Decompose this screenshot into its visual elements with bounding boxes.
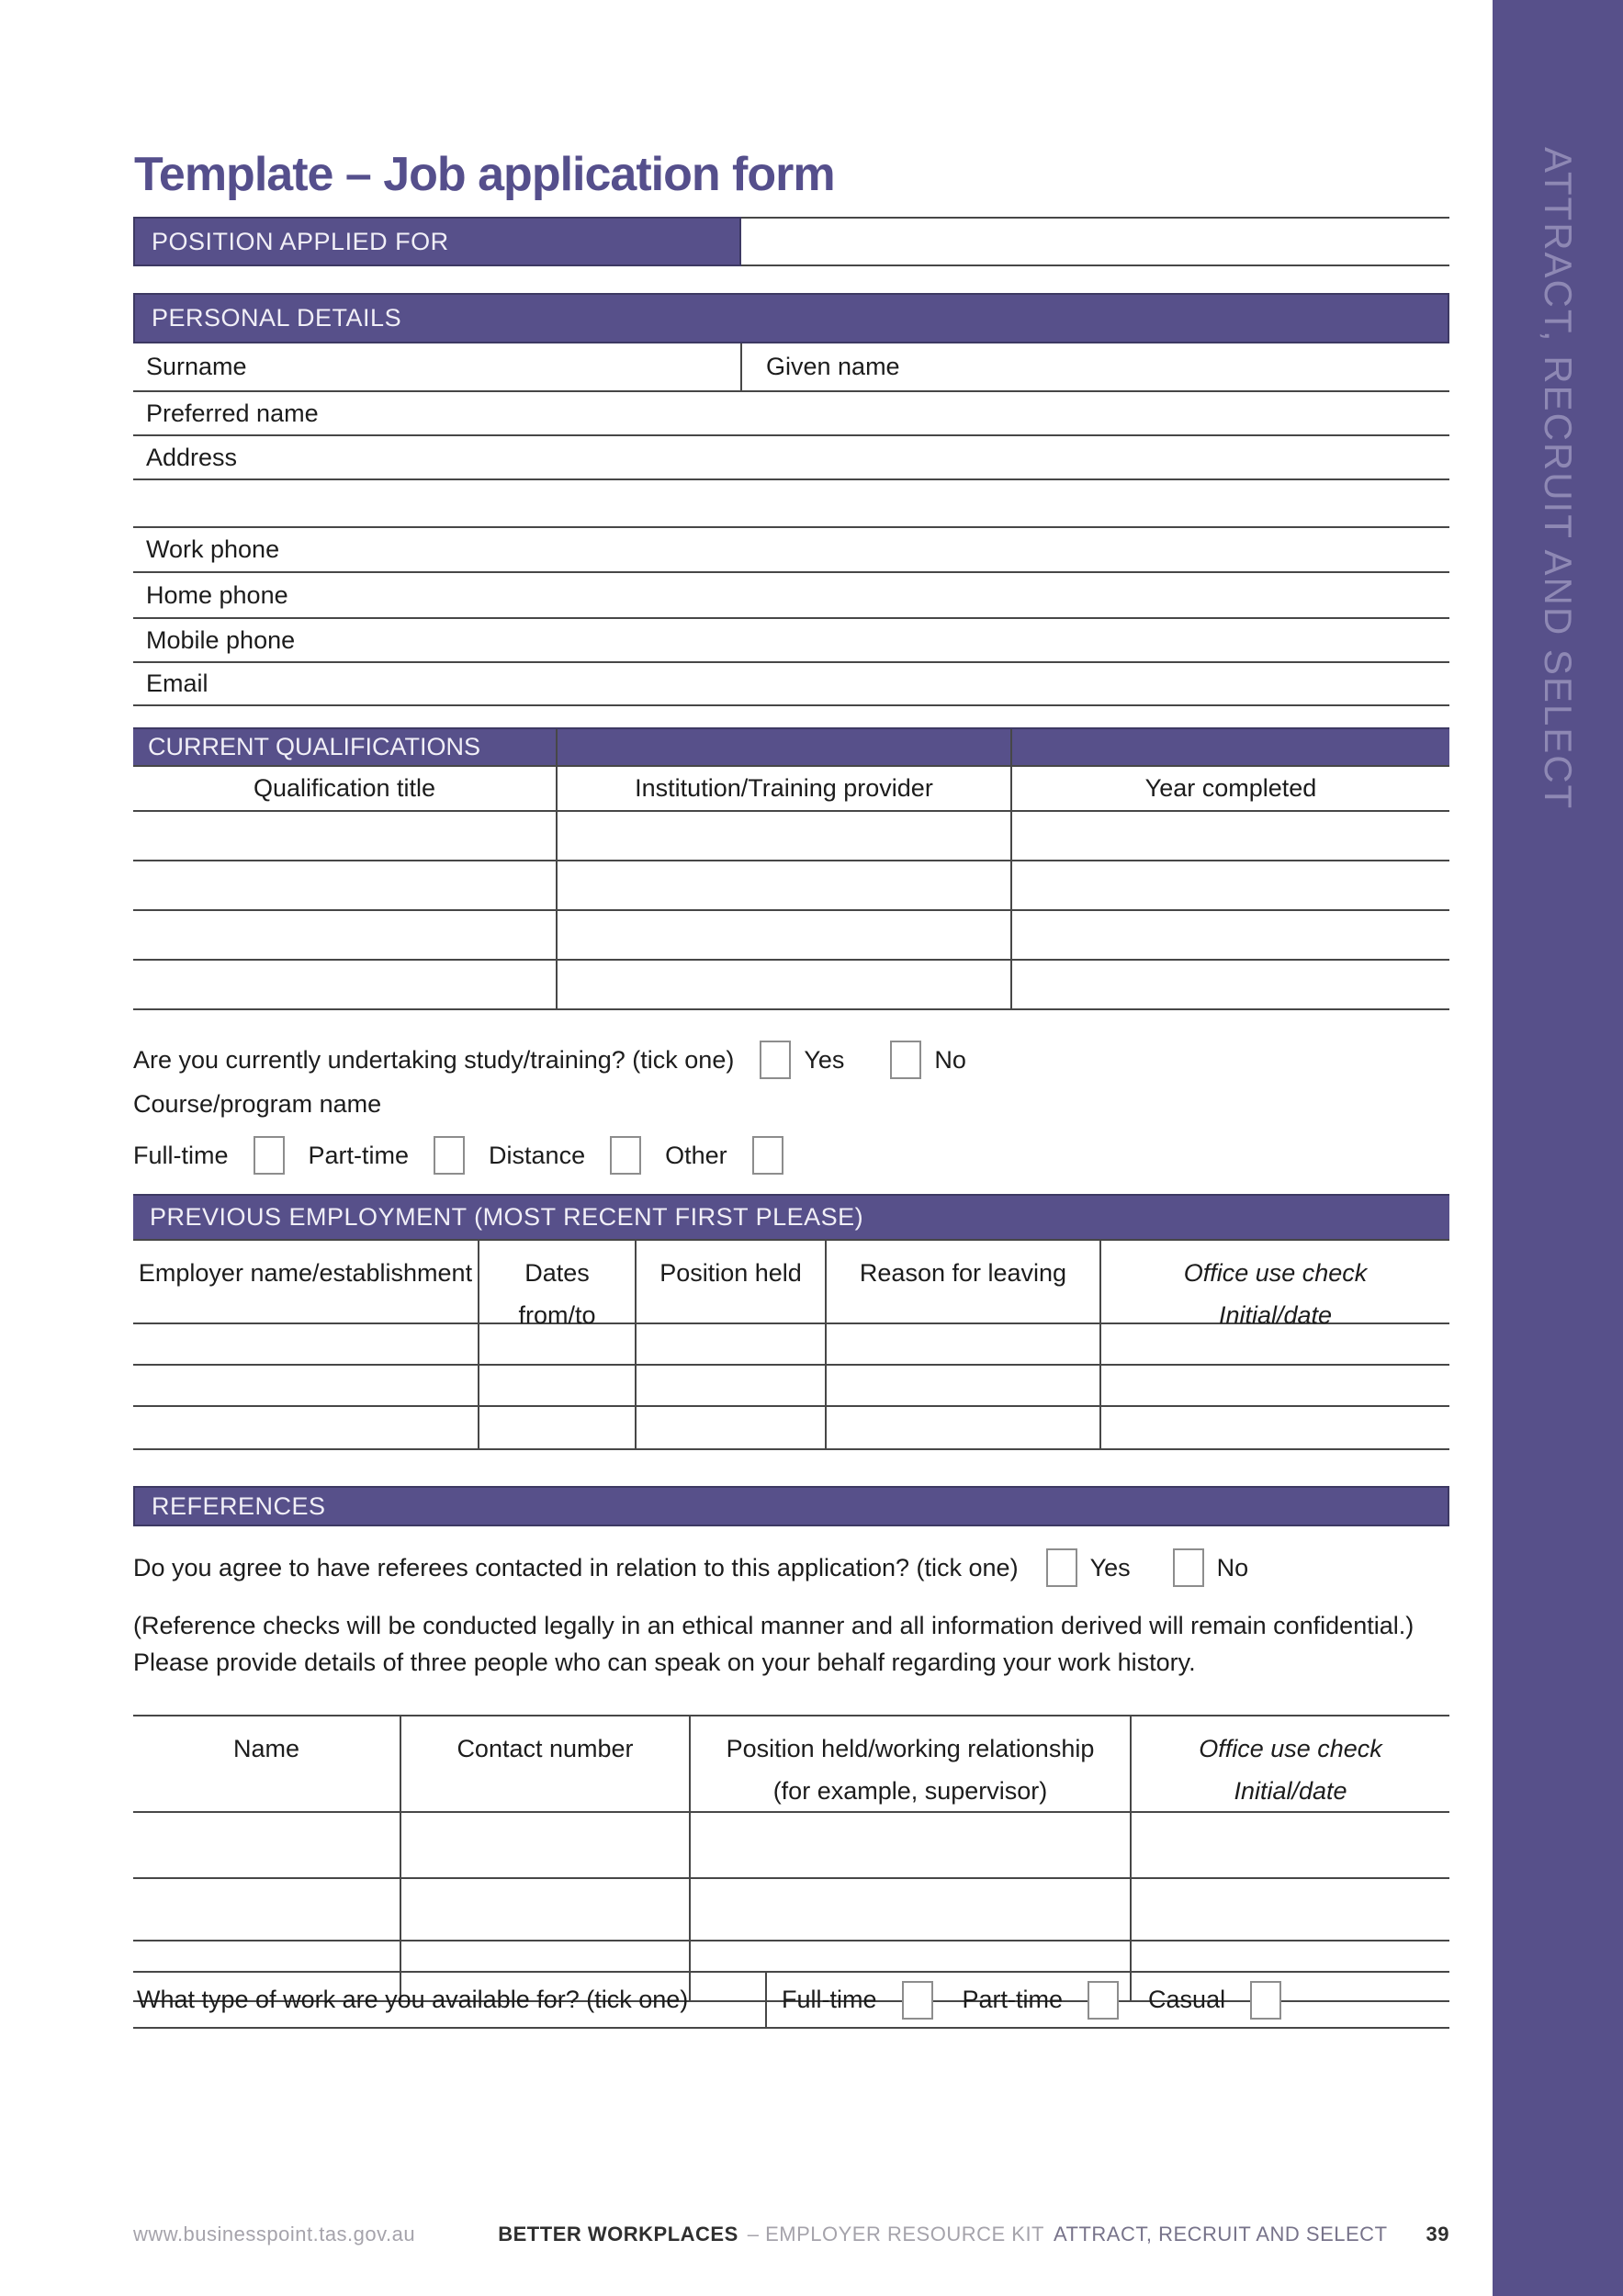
position-held-cell[interactable] (637, 1324, 827, 1366)
column-header-office-use-lines: Office use check Initial/date (1183, 1259, 1368, 1329)
section-header-position-applied-for (133, 217, 741, 266)
checkbox-study-yes[interactable] (760, 1041, 791, 1079)
column-header-institution: Institution/Training provider (558, 767, 1012, 812)
column-header-employer: Employer name/establishment (133, 1241, 479, 1324)
institution-cell[interactable] (558, 961, 1012, 1010)
worktype-label-part-time: Part-time (962, 1986, 1064, 2013)
institution-cell[interactable] (558, 861, 1012, 911)
qualification-title-cell[interactable] (133, 911, 558, 961)
column-header-office-use (1132, 1716, 1449, 1813)
worktype-group-part-time (963, 1981, 1120, 2020)
qualifications-header-spacer (1012, 729, 1449, 767)
column-header-office-use (1101, 1241, 1449, 1329)
footer-url: www.businesspoint.tas.gov.au (133, 2223, 416, 2245)
column-header-dates (479, 1241, 637, 1329)
work-type-question (133, 1973, 767, 2027)
field-label-address: Address (146, 443, 238, 471)
referees-agree-row (133, 1547, 1449, 1589)
column-header-position-relationship (691, 1716, 1132, 1813)
section-header-label: PERSONAL DETAILS (152, 304, 402, 332)
referees-no-label: No (1216, 1553, 1249, 1581)
email-field[interactable] (133, 663, 1449, 706)
mobile-phone-field[interactable] (133, 619, 1449, 663)
position-applied-for-row (133, 217, 1449, 266)
mode-group-part-time (309, 1136, 466, 1175)
column-header-dates-lines: Dates from/to (518, 1259, 596, 1329)
worktype-label-full-time: Full-time (782, 1986, 877, 2013)
study-training-question: Are you currently undertaking study/training? (tick one) (133, 1045, 735, 1074)
footer-page-number: 39 (1426, 2223, 1449, 2245)
referee-contact-cell[interactable] (401, 1879, 691, 1941)
given-name-field[interactable] (742, 343, 1449, 390)
field-label-surname: Surname (146, 353, 247, 380)
qualifications-table (133, 727, 1449, 1010)
qualification-title-cell[interactable] (133, 812, 558, 861)
column-header-office-use-lines: Office use check Initial/date (1199, 1735, 1382, 1805)
work-type-question-label: What type of work are you available for? (tick one) (137, 1986, 689, 2013)
section-header-personal-details (133, 293, 1449, 343)
mode-group-other (665, 1136, 783, 1175)
surname-field[interactable] (133, 343, 742, 390)
referees-yes-label: Yes (1089, 1553, 1131, 1581)
mode-group-full-time (133, 1136, 285, 1175)
institution-cell[interactable] (558, 812, 1012, 861)
work-type-row (133, 1971, 1449, 2029)
year-completed-cell[interactable] (1012, 861, 1449, 911)
column-header-contact-number: Contact number (401, 1716, 691, 1813)
study-yes-label: Yes (804, 1045, 845, 1074)
dates-cell[interactable] (479, 1324, 637, 1366)
qualification-title-cell[interactable] (133, 861, 558, 911)
checkbox-full-time[interactable] (254, 1136, 285, 1175)
footer-kit-label: – EMPLOYER RESOURCE KIT (747, 2223, 1044, 2245)
mode-label-distance: Distance (489, 1141, 586, 1169)
address-field-line2[interactable] (133, 480, 1449, 528)
footer-section-label: ATTRACT, RECRUIT AND SELECT (1054, 2223, 1388, 2245)
footer-brand: BETTER WORKPLACES (498, 2223, 738, 2245)
institution-cell[interactable] (558, 911, 1012, 961)
field-label-given-name: Given name (766, 353, 900, 380)
office-use-cell[interactable] (1101, 1407, 1449, 1450)
year-completed-cell[interactable] (1012, 961, 1449, 1010)
field-label-course-program: Course/program name (133, 1089, 382, 1118)
reason-cell[interactable] (827, 1324, 1101, 1366)
previous-employment-table (133, 1194, 1449, 1450)
column-header-year-completed: Year completed (1012, 767, 1449, 812)
sidebar-vertical-label: ATTRACT, RECRUIT AND SELECT (1537, 147, 1580, 811)
address-field[interactable] (133, 436, 1449, 480)
field-label-mobile-phone: Mobile phone (146, 625, 296, 654)
field-label-work-phone: Work phone (146, 535, 280, 563)
footer (133, 2223, 1449, 2246)
worktype-label-casual: Casual (1148, 1986, 1226, 2013)
position-applied-for-field[interactable] (741, 217, 1449, 266)
employer-cell[interactable] (133, 1366, 479, 1407)
dates-cell[interactable] (479, 1366, 637, 1407)
field-label-email: Email (146, 670, 209, 697)
checkbox-study-no[interactable] (890, 1041, 921, 1079)
year-completed-cell[interactable] (1012, 911, 1449, 961)
course-program-field[interactable] (133, 1084, 1449, 1124)
column-header-reason-for-leaving: Reason for leaving (827, 1241, 1101, 1324)
checkbox-other[interactable] (752, 1136, 783, 1175)
year-completed-cell[interactable] (1012, 812, 1449, 861)
position-held-cell[interactable] (637, 1366, 827, 1407)
employer-cell[interactable] (133, 1324, 479, 1366)
checkbox-worktype-casual[interactable] (1250, 1981, 1281, 2020)
checkbox-referees-yes[interactable] (1046, 1548, 1077, 1587)
referee-office-use-cell[interactable] (1132, 1813, 1449, 1879)
column-header-position-held: Position held (637, 1241, 827, 1324)
field-label-home-phone: Home phone (146, 580, 288, 609)
worktype-group-casual (1148, 1981, 1281, 2020)
study-no-label: No (934, 1045, 966, 1074)
referee-position-cell[interactable] (691, 1879, 1132, 1941)
section-header-label: REFERENCES (152, 1491, 326, 1520)
referee-name-cell[interactable] (133, 1879, 401, 1941)
study-mode-row (133, 1131, 1449, 1179)
reference-note-line1: (Reference checks will be conducted legally in an ethical manner and all information derived will remain confidential.) (133, 1612, 1414, 1639)
referee-position-cell[interactable] (691, 1813, 1132, 1879)
reason-cell[interactable] (827, 1407, 1101, 1450)
page-title: Template – Job application form (134, 148, 835, 201)
mode-label-part-time: Part-time (308, 1141, 410, 1169)
referee-office-use-cell[interactable] (1132, 1879, 1449, 1941)
home-phone-field[interactable] (133, 573, 1449, 619)
section-header-label: POSITION APPLIED FOR (152, 227, 449, 255)
qualifications-header-spacer (558, 729, 1012, 767)
employer-cell[interactable] (133, 1407, 479, 1450)
checkbox-worktype-part-time[interactable] (1088, 1981, 1119, 2020)
section-header-current-qualifications: CURRENT QUALIFICATIONS (133, 729, 558, 767)
office-use-cell[interactable] (1101, 1324, 1449, 1366)
qualification-title-cell[interactable] (133, 961, 558, 1010)
sidebar (1493, 0, 1623, 2296)
work-phone-field[interactable] (133, 528, 1449, 573)
column-header-position-relationship-lines: Position held/working relationship (for example, supervisor) (726, 1735, 1095, 1805)
study-training-row (133, 1036, 1449, 1084)
referee-contact-cell[interactable] (401, 1813, 691, 1879)
checkbox-part-time[interactable] (434, 1136, 465, 1175)
mode-group-distance (489, 1136, 641, 1175)
position-held-cell[interactable] (637, 1407, 827, 1450)
dates-cell[interactable] (479, 1407, 637, 1450)
field-label-preferred-name: Preferred name (146, 399, 319, 427)
checkbox-referees-no[interactable] (1173, 1548, 1204, 1587)
mode-label-other: Other (665, 1141, 727, 1169)
references-table (133, 1715, 1449, 2002)
referee-name-cell[interactable] (133, 1813, 401, 1879)
column-header-qualification-title: Qualification title (133, 767, 558, 812)
column-header-name: Name (133, 1716, 401, 1813)
checkbox-distance[interactable] (610, 1136, 641, 1175)
section-header-previous-employment: PREVIOUS EMPLOYMENT (MOST RECENT FIRST PLEASE) (133, 1196, 1449, 1241)
reference-note-line2: Please provide details of three people who can speak on your behalf regarding your work history. (133, 1649, 1196, 1676)
mode-label-full-time: Full-time (133, 1141, 229, 1169)
referees-agree-question: Do you agree to have referees contacted in relation to this application? (tick one) (133, 1553, 1019, 1581)
office-use-cell[interactable] (1101, 1366, 1449, 1407)
name-row (133, 343, 1449, 392)
reason-cell[interactable] (827, 1366, 1101, 1407)
section-header-references (133, 1486, 1449, 1526)
preferred-name-field[interactable] (133, 392, 1449, 436)
checkbox-worktype-full-time[interactable] (902, 1981, 933, 2020)
worktype-group-full-time (782, 1981, 933, 2020)
work-type-options (767, 1973, 1449, 2027)
